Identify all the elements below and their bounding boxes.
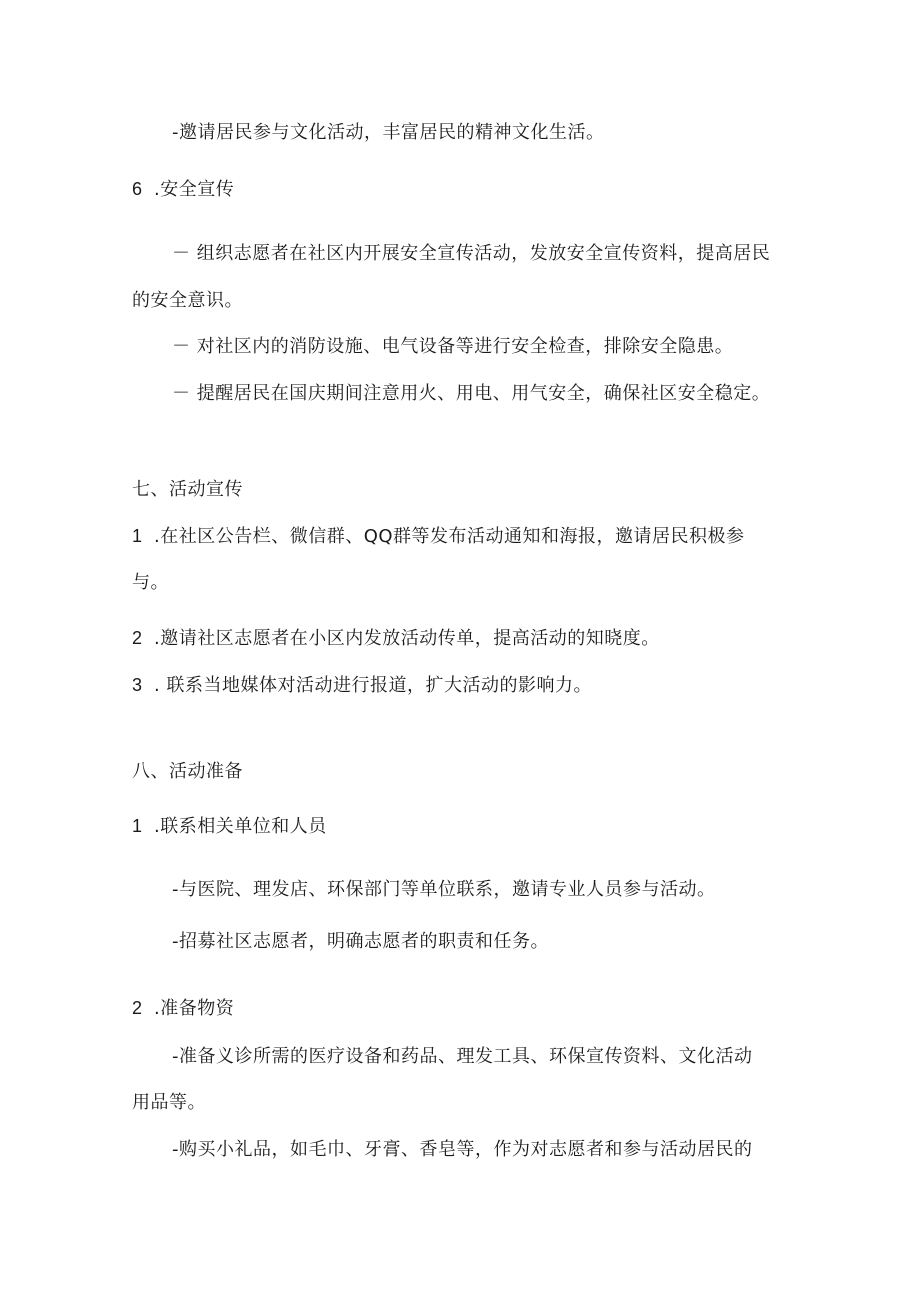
- section-heading-preparation: 八、活动准备: [132, 761, 243, 782]
- item-text: .邀请社区志愿者在小区内发放活动传单，提高活动的知晓度。: [154, 628, 660, 649]
- item-number: 2: [132, 998, 143, 1018]
- paragraph-safety-campaign: － 组织志愿者在社区内开展安全宣传活动，发放安全宣传资料，提高居民: [172, 243, 771, 264]
- preparation-item-2: [132, 996, 234, 1021]
- publicity-item-2: [132, 626, 660, 651]
- publicity-item-3: [132, 673, 592, 698]
- item-text: .在社区公告栏、微信群、QQ群等发布活动通知和海报，邀请居民积极参: [154, 526, 745, 547]
- publicity-item-1: [132, 524, 745, 549]
- paragraph-prepare-supplies-cont: 用品等。: [132, 1092, 206, 1113]
- paragraph-contact-units: -与医院、理发店、环保部门等单位联系，邀请专业人员参与活动。: [172, 879, 716, 900]
- preparation-item-1: [132, 814, 327, 839]
- item-text: . 联系当地媒体对活动进行报道，扩大活动的影响力。: [154, 675, 592, 696]
- paragraph-recruit-volunteers: -招募社区志愿者，明确志愿者的职责和任务。: [172, 931, 549, 952]
- item-number: 2: [132, 628, 143, 648]
- item-text: .准备物资: [154, 998, 235, 1019]
- item-number: 1: [132, 816, 143, 836]
- heading-safety-publicity: [132, 177, 234, 202]
- publicity-item-1-cont: 与。: [132, 572, 169, 593]
- paragraph-safety-campaign-cont: 的安全意识。: [132, 290, 243, 311]
- section-heading-publicity: 七、活动宣传: [132, 479, 243, 500]
- paragraph-culture-invite: -邀请居民参与文化活动，丰富居民的精神文化生活。: [172, 122, 605, 143]
- item-text: .安全宣传: [154, 179, 235, 200]
- item-number: 1: [132, 526, 143, 546]
- paragraph-buy-gifts: -购买小礼品，如毛巾、牙膏、香皂等，作为对志愿者和参与活动居民的: [172, 1139, 753, 1160]
- item-number: 6: [132, 179, 143, 199]
- paragraph-safety-reminder: － 提醒居民在国庆期间注意用火、用电、用气安全，确保社区安全稳定。: [172, 383, 771, 404]
- item-text: .联系相关单位和人员: [154, 816, 327, 837]
- paragraph-safety-inspection: － 对社区内的消防设施、电气设备等进行安全检查，排除安全隐患。: [172, 336, 734, 357]
- paragraph-prepare-supplies: -准备义诊所需的医疗设备和药品、理发工具、环保宣传资料、文化活动: [172, 1046, 753, 1067]
- item-number: 3: [132, 675, 143, 695]
